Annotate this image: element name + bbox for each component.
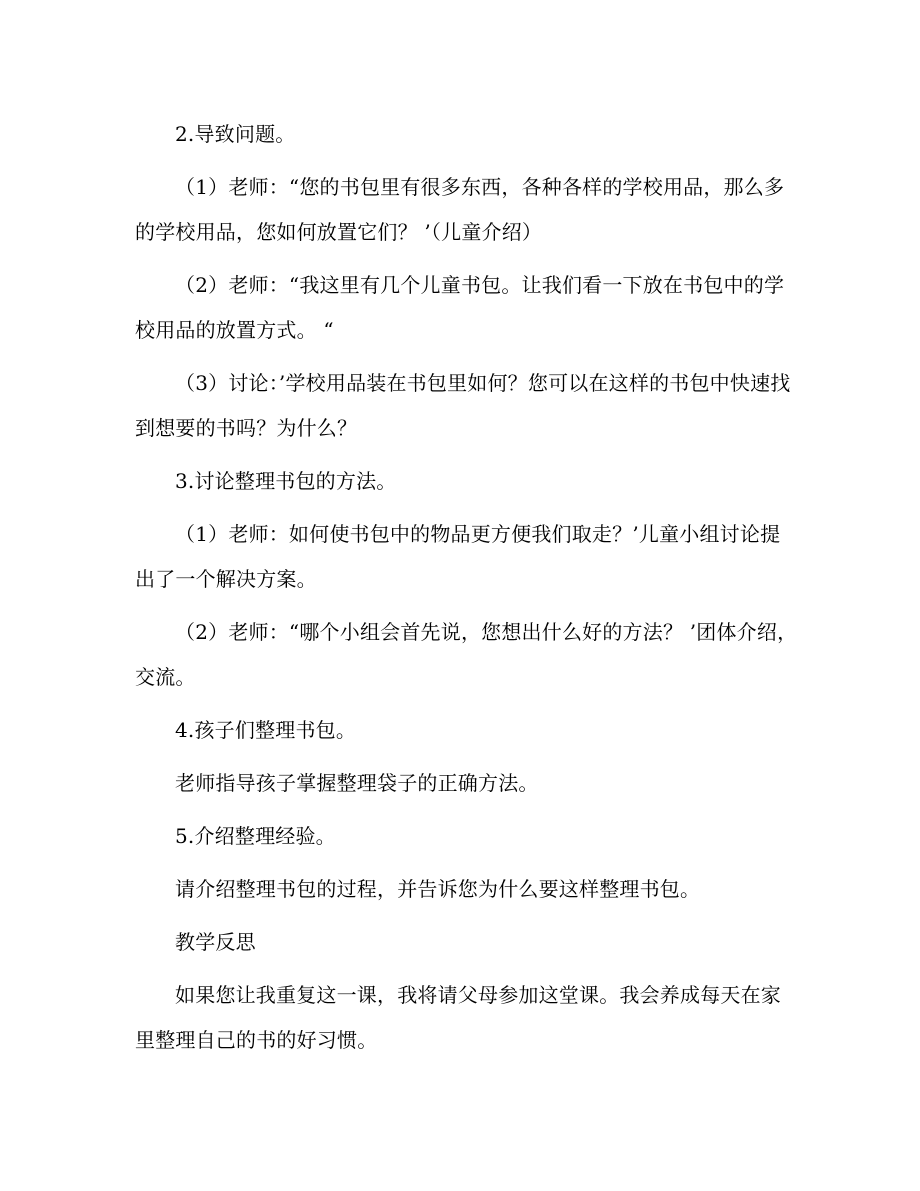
paragraph-teacher-method-1: （1）老师：如何使书包中的物品更方便我们取走？’儿童小组讨论提出了一个解决方案。 [135, 522, 781, 591]
section-heading-2: 2.导致问题。 [175, 122, 296, 146]
document-body [135, 112, 800, 1063]
section-heading-4: 4.孩子们整理书包。 [175, 718, 357, 742]
paragraph-discussion-3: （3）讨论：’学校用品装在书包里如何？您可以在这样的书包中快速找到想要的书吗？为什么？ [135, 371, 791, 440]
paragraph-introduce-process: 请介绍整理书包的过程，并告诉您为什么要这样整理书包。 [175, 877, 701, 901]
paragraph-teacher-guidance: 老师指导孩子掌握整理袋子的正确方法。 [175, 771, 539, 795]
paragraph-reflection: 如果您让我重复这一课，我将请父母参加这堂课。我会养成每天在家里整理自己的书的好习惯。 [135, 983, 781, 1052]
paragraph-teacher-method-2: （2）老师：“哪个小组会首先说，您想出什么好的方法？ ’团体介绍，交流。 [135, 620, 798, 689]
section-heading-3: 3.讨论整理书包的方法。 [175, 469, 397, 493]
section-heading-5: 5.介绍整理经验。 [175, 824, 336, 848]
paragraph-teacher-question-2: （2）老师：“我这里有几个儿童书包。让我们看一下放在书包中的学校用品的放置方式。 “ [135, 273, 785, 342]
paragraph-teacher-question-1: （1）老师：“您的书包里有很多东西，各种各样的学校用品，那么多的学校用品，您如何放置它们？ ’（儿童介绍） [135, 175, 785, 244]
section-heading-reflection: 教学反思 [175, 930, 256, 954]
